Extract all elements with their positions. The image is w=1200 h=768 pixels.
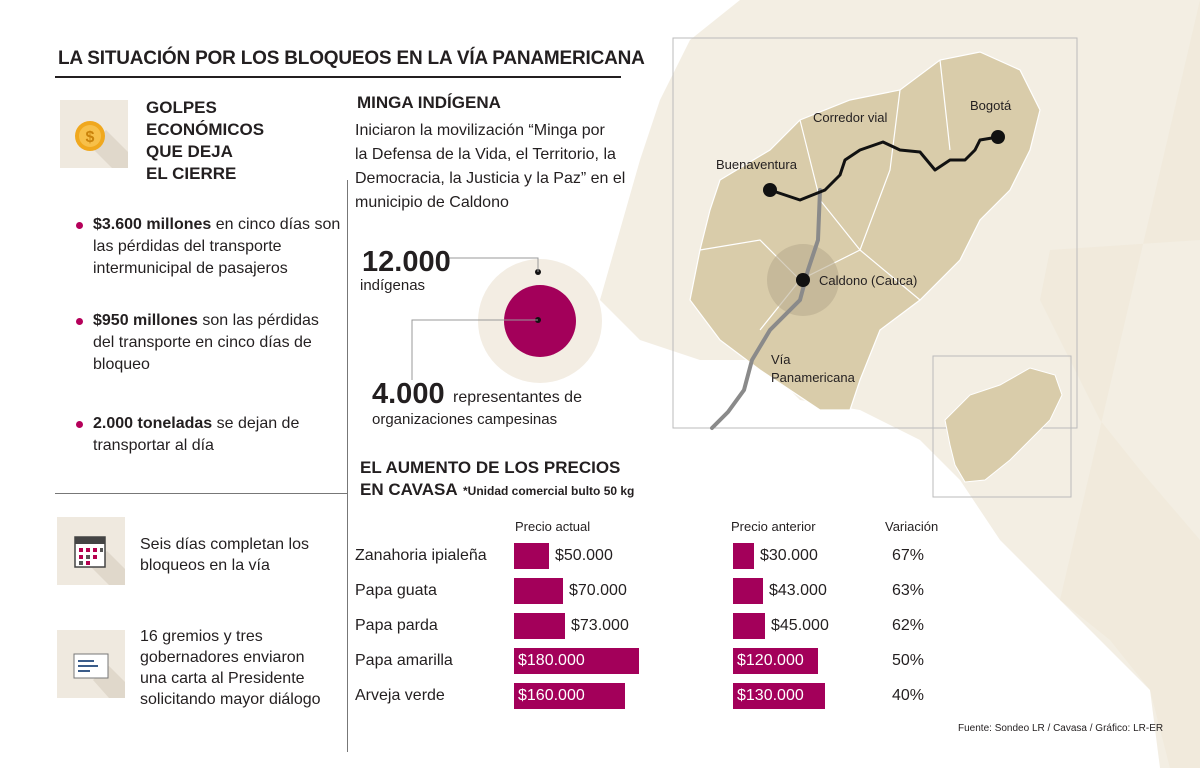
bullet-dot [76, 318, 83, 325]
bullet-toneladas: 2.000 toneladas se dejan de transportar al día [93, 415, 300, 454]
bullet-dot [76, 222, 83, 229]
source-note: Fuente: Sondeo LR / Cavasa / Gráfico: LR-ER [958, 723, 1164, 734]
stat-indigenas-number: 12.000 [362, 246, 451, 278]
price-bar-actual [514, 613, 565, 639]
prices-heading-1: EL AUMENTO DE LOS PRECIOS [360, 458, 621, 477]
price-value-anterior: $43.000 [769, 582, 827, 599]
label-bogota: Bogotá [970, 98, 1012, 113]
price-value-anterior: $45.000 [771, 617, 829, 634]
price-value-actual: $73.000 [571, 617, 629, 634]
price-value-actual: $70.000 [569, 582, 627, 599]
variation-value: 63% [892, 582, 925, 599]
bullet-perdidas-pasajeros: $3.600 millones en cinco días son las pérdidas del transporte intermunicipal de pasajeros [93, 216, 341, 277]
caldono-marker [796, 273, 810, 287]
prices-note: *Unidad comercial bulto 50 kg [463, 484, 635, 498]
price-bar-actual [514, 578, 563, 604]
product-label: Arveja verde [355, 687, 445, 704]
price-bar-actual [514, 543, 549, 569]
col-header-variacion: Variación [885, 519, 939, 534]
col-header-anterior: Precio anterior [731, 519, 816, 534]
variation-value: 40% [892, 687, 925, 704]
minga-heading: MINGA INDÍGENA [357, 93, 501, 112]
minga-text: Iniciaron la movilización “Minga por la Defensa de la Vida, el Territorio, la Democracia, la Justicia y la Paz” en el municipio de Caldono [355, 122, 626, 211]
variation-value: 62% [892, 617, 925, 634]
stat-representantes-label-1: representantes de [453, 389, 582, 406]
bullet-dot [76, 421, 83, 428]
page-title: LA SITUACIÓN POR LOS BLOQUEOS EN LA VÍA PANAMERICANA [58, 48, 645, 69]
variation-value: 50% [892, 652, 925, 669]
label-corredor-vial: Corredor vial [813, 110, 888, 125]
section-divider [55, 493, 348, 494]
calendar-icon [57, 517, 125, 585]
price-bar-anterior: $130.000 [733, 683, 825, 709]
price-bar-actual: $160.000 [514, 683, 625, 709]
bullet-perdidas-transporte: $950 millones son las pérdidas del transporte en cinco días de bloqueo [93, 312, 319, 373]
product-label: Zanahoria ipialeña [355, 547, 487, 564]
golpes-heading: GOLPES ECONÓMICOS QUE DEJA EL CIERRE [146, 98, 265, 183]
stat-indigenas-label: indígenas [360, 277, 426, 294]
price-value-actual: $50.000 [555, 547, 613, 564]
letter-icon [57, 630, 125, 698]
product-label: Papa amarilla [355, 652, 453, 669]
product-label: Papa guata [355, 582, 437, 599]
price-bar-anterior [733, 578, 763, 604]
side-item-dias: Seis días completan los bloqueos en la vía [140, 536, 309, 574]
stat-representantes-label-2: organizaciones campesinas [372, 411, 558, 428]
stat-representantes-number: 4.000 [372, 378, 445, 410]
prices-heading-2: EN CAVASA [360, 480, 458, 499]
price-bar-anterior [733, 543, 754, 569]
title-rule [55, 76, 621, 78]
product-label: Papa parda [355, 617, 438, 634]
price-bar-actual: $180.000 [514, 648, 639, 674]
price-value-anterior: $30.000 [760, 547, 818, 564]
label-buenaventura: Buenaventura [716, 157, 797, 172]
variation-value: 67% [892, 547, 925, 564]
col-header-actual: Precio actual [515, 519, 591, 534]
side-item-carta: 16 gremios y tres gobernadores enviaron una carta al Presidente solicitando mayor diálogo [140, 628, 321, 708]
svg-text:$: $ [85, 129, 95, 146]
label-via-1: Vía [771, 352, 791, 367]
label-via-2: Panamericana [771, 370, 855, 385]
price-bar-anterior [733, 613, 765, 639]
dollar-coin-icon [60, 100, 128, 168]
buenaventura-marker [763, 183, 777, 197]
price-bar-anterior: $120.000 [733, 648, 818, 674]
bogota-marker [991, 130, 1005, 144]
label-caldono: Caldono (Cauca) [819, 273, 918, 288]
